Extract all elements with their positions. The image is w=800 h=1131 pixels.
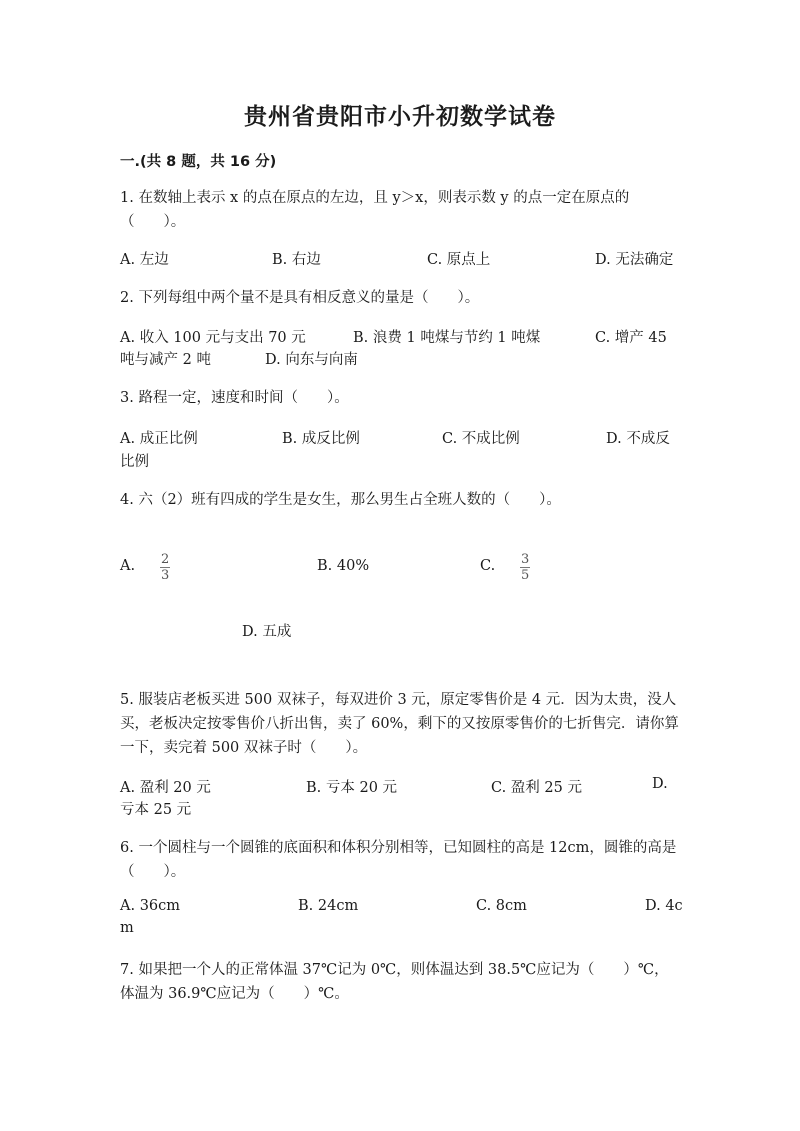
q2-option-d[interactable]: D. 向东与向南 xyxy=(265,352,358,368)
q5-option-b[interactable]: B. 亏本 20 元 xyxy=(306,780,398,796)
question-1-options xyxy=(120,248,680,272)
q1-option-d[interactable]: D. 无法确定 xyxy=(595,252,674,268)
fraction-denominator: 5 xyxy=(521,568,530,583)
question-1-stem: 1. 在数轴上表示 x 的点在原点的左边，且 y＞x，则表示数 y 的点一定在原点的（ ）。 xyxy=(120,190,630,230)
section-heading: 一.(共 8 题，共 16 分) xyxy=(120,154,277,170)
question-4-stem: 4. 六（2）班有四成的学生是女生，那么男生占全班人数的（ ）。 xyxy=(120,492,561,508)
q5-option-c[interactable]: C. 盈利 25 元 xyxy=(491,780,582,796)
question-5-stem: 5. 服装店老板买进 500 双袜子，每双进价 3 元，原定零售价是 4 元．因为太贵，没人买，老板决定按零售价八折出售，卖了 60%，剩下的又按原零售价的七折售完．请你算一下，卖完着 500 双袜子时（ ）。 xyxy=(120,692,679,756)
q3-option-a[interactable]: A. 成正比例 xyxy=(120,431,198,447)
q6-option-c[interactable]: C. 8cm xyxy=(476,898,527,914)
question-2-stem: 2. 下列每组中两个量不是具有相反意义的量是（ ）。 xyxy=(120,290,480,306)
fraction-denominator: 3 xyxy=(161,568,170,583)
question-6-stem: 6. 一个圆柱与一个圆锥的底面积和体积分别相等，已知圆柱的高是 12cm，圆锥的高是（ ）。 xyxy=(120,840,677,880)
q2-option-c[interactable]: C. 增产 45 xyxy=(595,330,667,346)
q5-option-d[interactable]: D. xyxy=(652,776,668,792)
q1-option-c[interactable]: C. 原点上 xyxy=(427,252,491,268)
q3-option-d[interactable]: D. 不成反 xyxy=(606,431,670,447)
q4-option-d[interactable]: D. 五成 xyxy=(242,624,292,640)
q3-option-c[interactable]: C. 不成比例 xyxy=(442,431,520,447)
q6-option-d-wrap: m xyxy=(120,920,134,936)
q5-option-a[interactable]: A. 盈利 20 元 xyxy=(120,780,211,796)
question-2-options-line1 xyxy=(120,326,680,350)
question-2-options-line2 xyxy=(120,348,680,372)
fraction-numerator: 2 xyxy=(161,552,170,567)
question-3-options xyxy=(120,427,680,451)
q6-option-a[interactable]: A. 36cm xyxy=(120,898,181,914)
q4-option-b[interactable]: B. 40% xyxy=(317,558,370,574)
q4-option-c-fraction xyxy=(520,552,530,583)
q3-option-b[interactable]: B. 成反比例 xyxy=(282,431,360,447)
q5-option-d-wrap: 亏本 25 元 xyxy=(120,802,192,818)
q4-option-a-fraction xyxy=(160,552,170,583)
question-5-options xyxy=(120,776,680,800)
q6-option-d[interactable]: D. 4c xyxy=(645,898,683,914)
question-6-options xyxy=(120,898,683,922)
q1-option-b[interactable]: B. 右边 xyxy=(272,252,321,268)
q4-option-c-label[interactable]: C. xyxy=(480,558,496,574)
question-4-options xyxy=(120,552,680,588)
q3-option-d-wrap: 比例 xyxy=(120,454,149,470)
q2-option-b[interactable]: B. 浪费 1 吨煤与节约 1 吨煤 xyxy=(353,330,541,346)
q2-option-c-wrap: 吨与减产 2 吨 xyxy=(120,352,211,368)
q6-option-b[interactable]: B. 24cm xyxy=(298,898,359,914)
q2-option-a[interactable]: A. 收入 100 元与支出 70 元 xyxy=(120,330,306,346)
q4-option-a-label[interactable]: A. xyxy=(120,558,136,574)
q1-option-a[interactable]: A. 左边 xyxy=(120,252,169,268)
question-3-stem: 3. 路程一定，速度和时间（ ）。 xyxy=(120,390,349,406)
fraction-numerator: 3 xyxy=(521,552,530,567)
exam-title: 贵州省贵阳市小升初数学试卷 xyxy=(244,104,556,130)
question-7-stem: 7. 如果把一个人的正常体温 37℃记为 0℃，则体温达到 38.5℃应记为（ ）℃，体温为 36.9℃应记为（ ）℃。 xyxy=(120,962,669,1002)
